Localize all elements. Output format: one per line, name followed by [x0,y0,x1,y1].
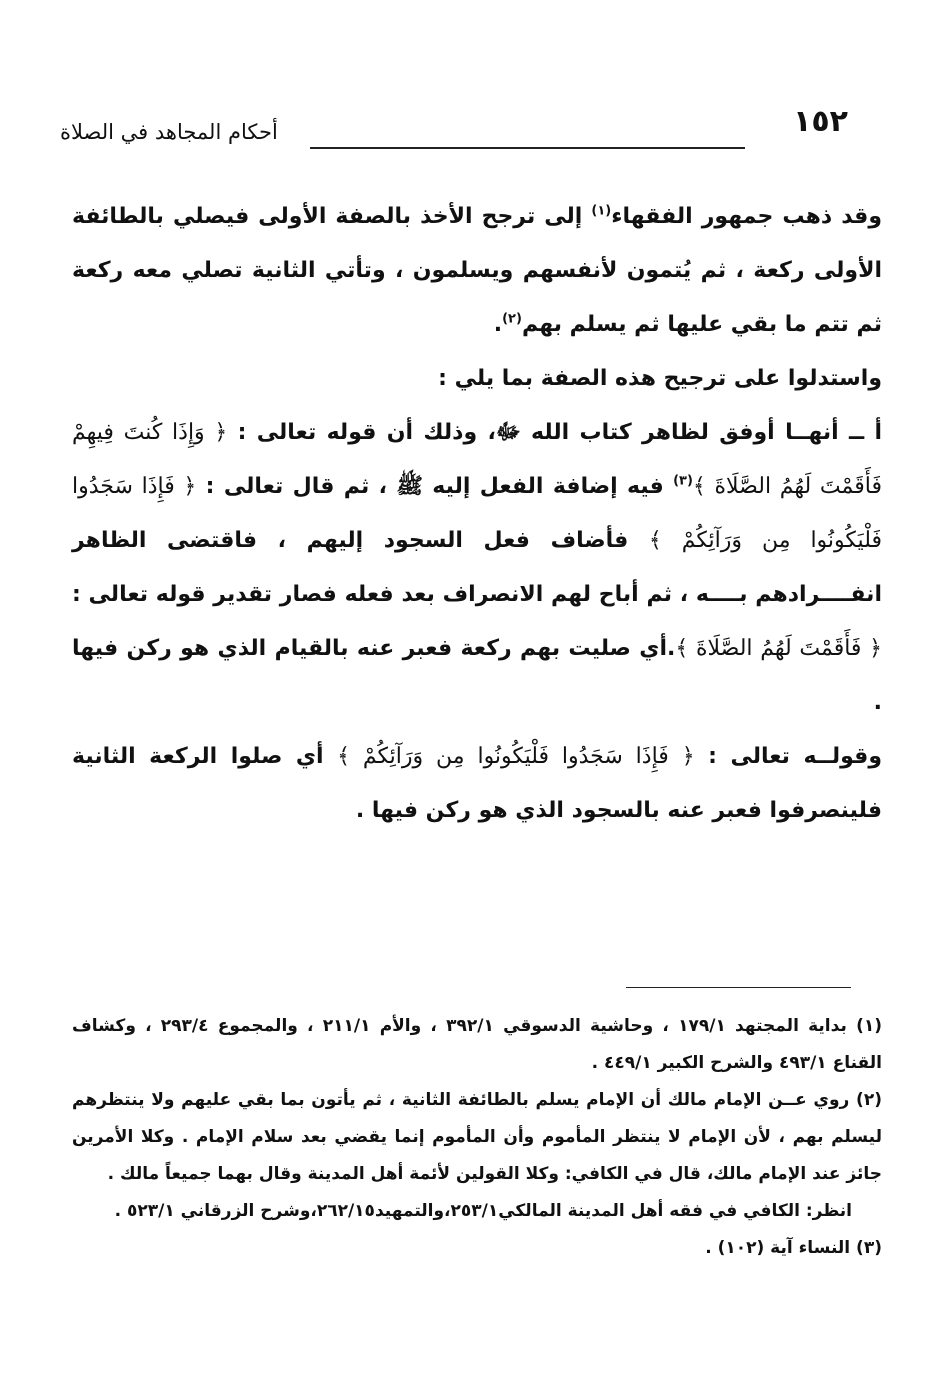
footnotes [72,1008,882,1267]
quran-quote-1: ﴿ وَإِذَا كُنتَ فِيهِمْ فَأَقَمْتَ لَهُمُ الصَّلَاةَ ﴾ [72,420,882,499]
quran-quote-4: ﴿ فَإِذَا سَجَدُوا فَلْيَكُونُوا مِن وَرَآئِكُمْ ﴾ [337,744,695,769]
footnote-1: (١) بداية المجتهد ١٧٩/١ ، وحاشية الدسوقي ٣٩٢/١ ، والأم ٢١١/١ ، والمجموع ٢٩٣/٤ ، وكشاف القناع ٤٩٣/١ والشرح الكبير ٤٤٩/١ . [72,1016,883,1073]
p1-text-c: . [493,312,503,337]
footnote-ref-3: (٣) [673,473,693,489]
p3-text-d: .أي صليت بهم ركعة فعبر عنه بالقيام الذي هو ركن فيها . [72,636,882,715]
header-rule [310,147,745,149]
p4-text-b: أي صلوا الركعة الثانية فلينصرفوا فعبر عنه بالسجود الذي هو ركن فيها . [72,744,882,823]
running-title: أحكام المجاهد في الصلاة [60,120,278,144]
p4-text-a: وقولــه تعالى : [694,744,882,769]
footnote-rule [626,987,851,988]
p3-text-c: فأضاف فعل السجود إليهم ، فاقتضى الظاهر انفــــرادهم بــــه ، ثم أباح لهم الانصراف بعد فعله فصار تقدير قوله تعالى : [72,528,882,607]
footnote-3: (٣) النساء آية (١٠٢) . [705,1238,882,1258]
quran-quote-2: ﴿ فَإِذَا سَجَدُوا فَلْيَكُونُوا مِن وَرَآئِكُمْ ﴾ [72,474,882,553]
footnote-2: (٢) روي عــن الإمام مالك أن الإمام يسلم بالطائفة الثانية ، ثم يأتون بما بقي عليهم ولا ينتظرهم ليسلم بهم ، لأن الإمام لا ينتظر المأموم وأن المأموم إنما يقضي بعد سلام الإمام . وكلا الأمرين جائز عند الإمام مالك، قال في الكافي: وكلا القولين لأئمة أهل المدينة وقال بهما جميعاً مالك . [72,1090,882,1184]
p3-text-a: أ ــ أنهــا أوفق لظاهر كتاب الله ﷻ، وذلك أن قوله تعالى : [227,420,882,445]
p1-text-b: إلى ترجح الأخذ بالصفة الأولى فيصلي بالطائفة الأولى ركعة ، ثم يُتمون لأنفسهم ويسلمون ، وتأتي الثانية تصلي معه ركعة ثم تتم ما بقي عليها ثم يسلم بهم [72,204,882,337]
footnote-ref-1: (١) [591,203,612,219]
paragraph-2: واستدلوا على ترجيح هذه الصفة بما يلي : [438,366,882,391]
paragraph-4 [72,730,882,838]
paragraph-3 [72,406,882,730]
main-text [72,190,882,838]
page-number: ١٥٢ [793,104,848,139]
footnote-2-references: انظر: الكافي في فقه أهل المدينة المالكي٢٥٣/١،والتمهيد٢٦٢/١٥،وشرح الزرقاني ٥٢٣/١ . [114,1201,852,1221]
p1-text-a: وقد ذهب جمهور الفقهاء [611,204,883,229]
quran-quote-3: ﴿ فَأَقَمْتَ لَهُمُ الصَّلَاةَ ﴾ [675,636,883,661]
p3-text-b: فيه إضافة الفعل إليه ﷺ ، ثم قال تعالى : [196,474,674,499]
paragraph-1 [72,190,882,352]
footnote-ref-2: (٢) [502,311,522,327]
